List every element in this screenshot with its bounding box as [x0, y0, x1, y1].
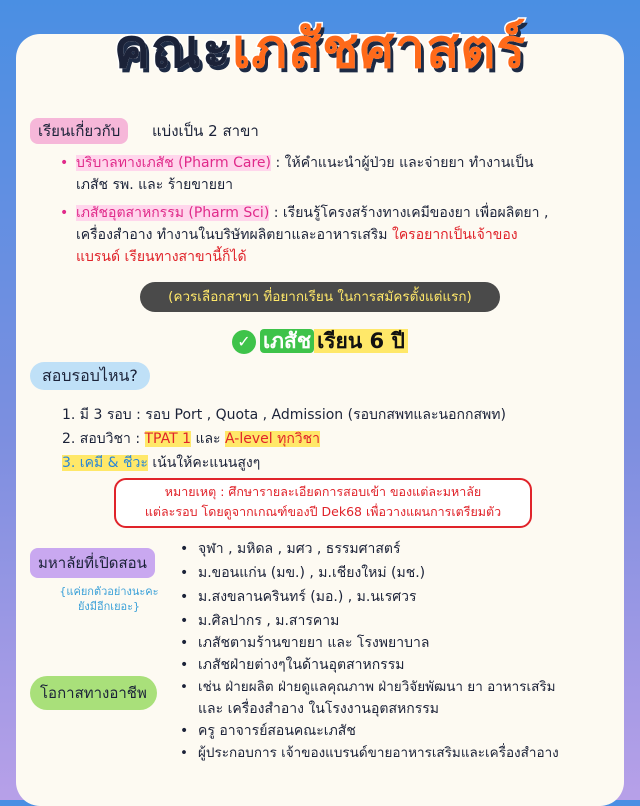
exam-and: และ — [191, 431, 226, 447]
career-item: เช่น ฝ่ายผลิต ฝ่ายดูแลคุณภาพ ฝ่ายวิจัยพัฒนา ยา อาหารเสริม — [198, 679, 556, 695]
career-item: ผู้ประกอบการ เจ้าของแบรนด์ขายอาหารเสริมและเครื่องสำอาง — [198, 745, 559, 761]
branch1-item: • บริบาลทางเภสัช (Pharm Care) : ให้คำแนะนำผู้ป่วย และจ่ายยา ทำงานเป็น เภสัช รพ. และ ร้ายขายยา — [60, 155, 534, 193]
exam-subjects: 3. เคมี & ชีวะ — [62, 455, 148, 471]
career-item: เภสัชฝ่ายต่างๆในด้านอุตสาหกรรม — [198, 657, 405, 673]
exam-item-3 — [62, 452, 622, 474]
page-title — [0, 14, 640, 84]
universities-note-line-2: ยังมีอีกเยอะ} — [77, 600, 141, 613]
university-name: ม.ขอนแก่น (มข.) , ม.เชียงใหม่ (มช.) — [198, 565, 426, 581]
exam-item-2 — [62, 428, 622, 450]
branch2-item: • เภสัชอุตสาหกรรม (Pharm Sci) : เรียนรู้โครงสร้างทางเคมีของยา เพื่อผลิตยา , เครื่องสำอาง ทำงานในบริษัทผลิตยาและอาหารเสริม ใครอยากเป็นเจ้าของ แบรนด์ เรียนทางสาขานี้ก็ได้ — [60, 205, 549, 265]
title-part-faculty: คณะ — [113, 17, 232, 80]
list-item: • เภสัชตามร้านขายยา และ โรงพยาบาล — [180, 635, 430, 651]
universities-note-line-1: {แค่ยกตัวอย่างนะคะ — [59, 585, 159, 598]
list-item: • ผู้ประกอบการ เจ้าของแบรนด์ขายอาหารเสริมและเครื่องสำอาง — [180, 745, 559, 761]
universities-note — [44, 584, 174, 614]
list-item: • ครู อาจารย์สอนคณะเภสัช — [180, 723, 356, 739]
exam-note-line-1: หมายเหตุ : ศึกษารายละเอียดการสอบเข้า ของแต่ละมหาลัย — [164, 484, 482, 499]
career-item: และ เครื่องสำอาง ในโรงงานอุตสหกรรม — [198, 701, 440, 717]
branch2-name: เภสัชอุตสาหกรรม (Pharm Sci) — [76, 205, 270, 221]
branch2-highlight: ใครอยากเป็นเจ้าของ — [391, 227, 518, 243]
exam-label: สอบรอบไหน? — [30, 362, 150, 390]
universities-list — [180, 538, 620, 634]
list-item: • ม.ศิลปากร , ม.สารคาม — [180, 613, 340, 629]
check-icon: ✓ — [232, 330, 256, 354]
branch1-desc: : ให้คำแนะนำผู้ป่วย และจ่ายยา ทำงานเป็น — [271, 155, 534, 171]
exam-note-line-2: แต่ละรอบ โดยดูจากเกณฑ์ของปี Dek68 เพื่อวางแผนการเตรียมตัว — [144, 504, 502, 519]
university-name: ม.ศิลปากร , ม.สารคาม — [198, 613, 340, 629]
advice-badge: (ควรเลือกสาขา ที่อยากเรียน ในการสมัครตั้งแต่แรก) — [140, 282, 500, 312]
careers-list — [180, 632, 628, 764]
exam-item-3-desc: เน้นให้คะแนนสูงๆ — [147, 455, 261, 471]
years-value: เรียน 6 ปี — [314, 329, 408, 353]
years-label: เภสัช — [260, 329, 314, 353]
list-item: • เช่น ฝ่ายผลิต ฝ่ายดูแลคุณภาพ ฝ่ายวิจัยพัฒนา ยา อาหารเสริม — [180, 679, 556, 695]
university-name: จุฬา , มหิดล , มศว , ธรรมศาสตร์ — [198, 541, 401, 557]
exam-note — [114, 478, 532, 528]
universities-label: มหาลัยที่เปิดสอน — [30, 548, 155, 578]
careers-label: โอกาสทางอาชีพ — [30, 676, 157, 710]
list-item: • จุฬา , มหิดล , มศว , ธรรมศาสตร์ — [180, 541, 401, 557]
list-item: • เภสัชฝ่ายต่างๆในด้านอุตสาหกรรม — [180, 657, 405, 673]
list-item: • ม.ขอนแก่น (มข.) , ม.เชียงใหม่ (มช.) — [180, 565, 426, 581]
exam-alevel: A-level ทุกวิชา — [225, 431, 321, 447]
exam-tpat: TPAT 1 — [144, 431, 191, 447]
study-years — [232, 326, 408, 356]
about-label: เรียนเกี่ยวกับ — [30, 118, 128, 144]
list-item: • ม.สงขลานครินทร์ (มอ.) , ม.นเรศวร — [180, 589, 417, 605]
career-item: เภสัชตามร้านขายยา และ โรงพยาบาล — [198, 635, 430, 651]
exam-item-2-prefix: 2. สอบวิชา : — [62, 431, 145, 447]
title-part-pharmacy: เภสัชศาสตร์ — [231, 17, 527, 80]
list-item — [180, 698, 628, 720]
about-intro: แบ่งเป็น 2 สาขา — [152, 122, 259, 140]
university-name: ม.สงขลานครินทร์ (มอ.) , ม.นเรศวร — [198, 589, 417, 605]
career-item: ครู อาจารย์สอนคณะเภสัช — [198, 723, 356, 739]
branch2-highlight-cont: แบรนด์ เรียนทางสาขานี้ก็ได้ — [76, 249, 247, 265]
branch1-desc-cont: เภสัช รพ. และ ร้ายขายยา — [76, 177, 234, 193]
exam-item-1: 1. มี 3 รอบ : รอบ Port , Quota , Admission (รอบกสพทและนอกกสพท) — [62, 407, 506, 423]
branch1-name: บริบาลทางเภสัช (Pharm Care) — [76, 155, 272, 171]
branch2-desc-cont: เครื่องสำอาง ทำงานในบริษัทผลิตยาและอาหารเสริม — [76, 227, 392, 243]
branch2-desc: : เรียนรู้โครงสร้างทางเคมีของยา เพื่อผลิตยา , — [269, 205, 549, 221]
